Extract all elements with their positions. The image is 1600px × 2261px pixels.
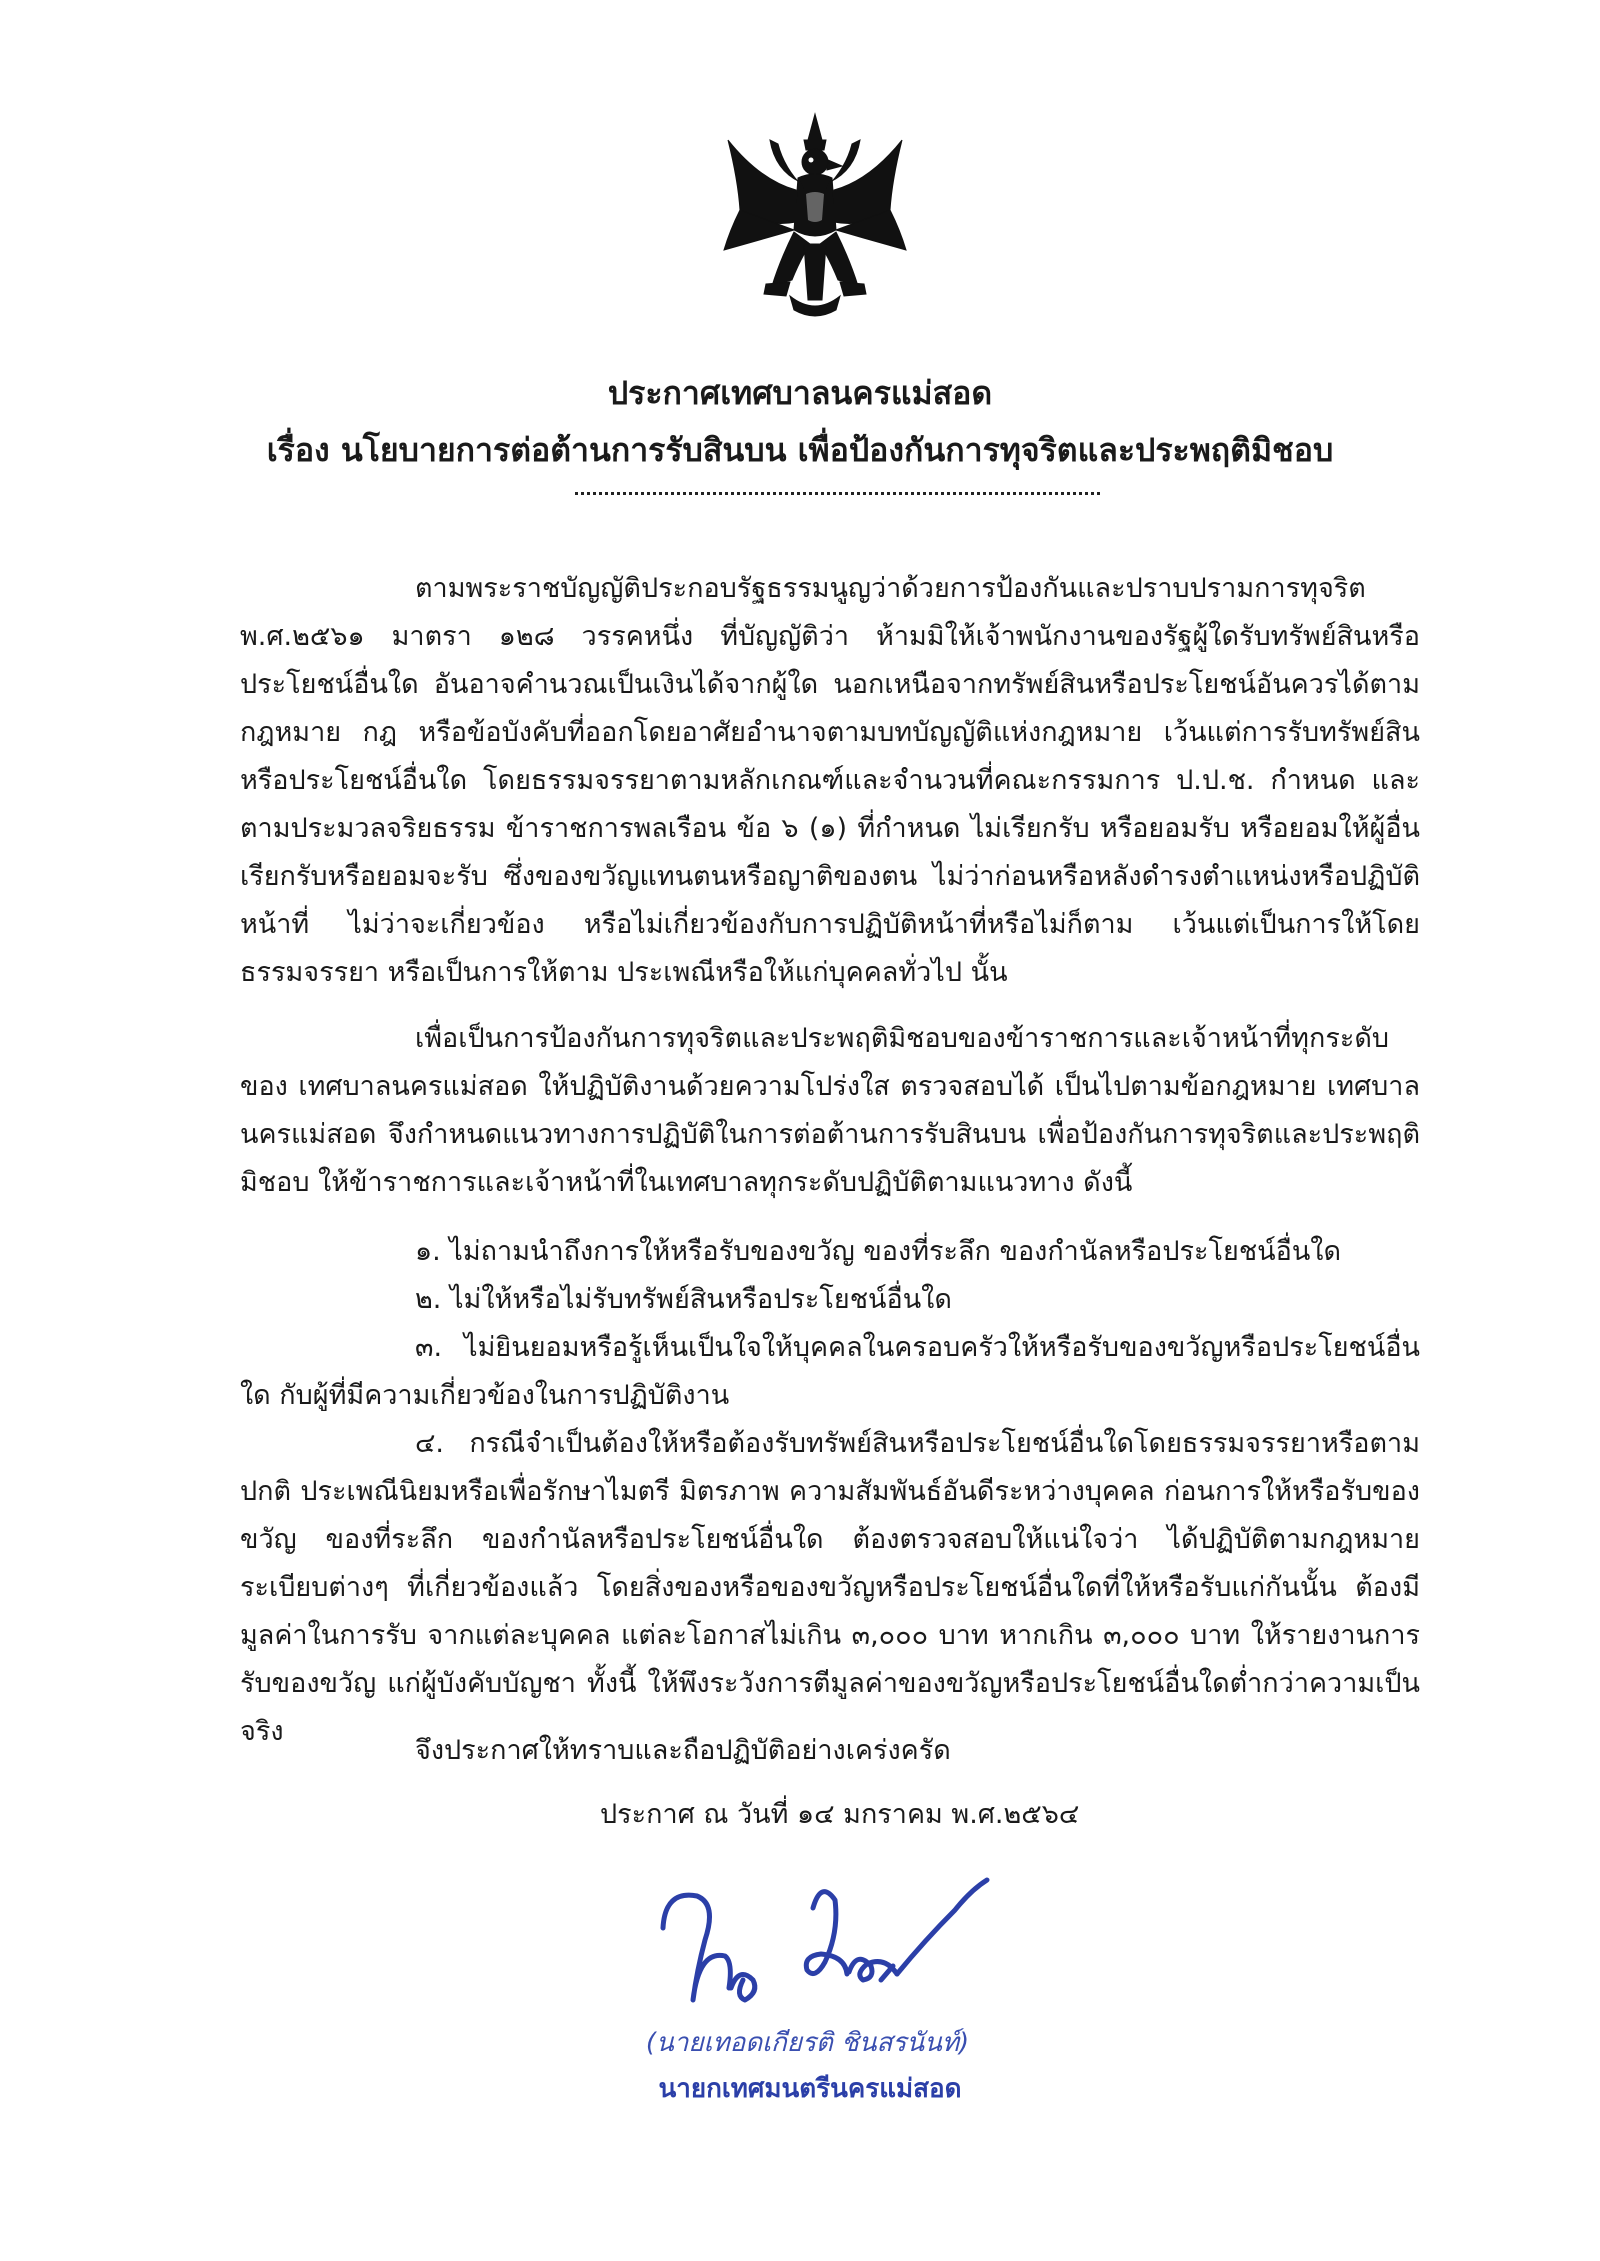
announcement-subject: เรื่อง นโยบายการต่อต้านการรับสินบน เพื่อป้องกันการทุจริตและประพฤติมิชอบ: [266, 431, 1334, 469]
body-paragraph-2: เพื่อเป็นการป้องกันการทุจริตและประพฤติมิชอบของข้าราชการและเจ้าหน้าที่ทุกระดับของ เทศบาลนครแม่สอด ให้ปฏิบัติงานด้วยความโปร่งใส ตรวจสอบได้ เป็นไปตามข้อกฎหมาย เทศบาลนครแม่สอด จึงกำหนดแนวทางการปฏิบัติในการต่อต้านการรับสินบน เพื่อป้องกันการทุจริตและประพฤติมิชอบ ให้ข้าราชการและเจ้าหน้าที่ในเทศบาลทุกระดับปฏิบัติตามแนวทาง ดังนี้: [240, 1023, 1420, 1198]
body-paragraph-1: ตามพระราชบัญญัติประกอบรัฐธรรมนูญว่าด้วยการป้องกันและปราบปรามการทุจริต พ.ศ.๒๕๖๑ มาตรา ๑๒๘ วรรคหนึ่ง ที่บัญญัติว่า ห้ามมิให้เจ้าพนักงานของรัฐผู้ใดรับทรัพย์สินหรือประโยชน์อื่นใด อันอาจคำนวณเป็นเงินได้จากผู้ใด นอกเหนือจากทรัพย์สินหรือประโยชน์อันควรได้ตามกฎหมาย กฎ หรือข้อบังคับที่ออกโดยอาศัยอำนาจตามบทบัญญัติแห่งกฎหมาย เว้นแต่การรับทรัพย์สินหรือประโยชน์อื่นใด โดยธรรมจรรยาตามหลักเกณฑ์และจำนวนที่คณะกรรมการ ป.ป.ช. กำหนด และตามประมวลจริยธรรม ข้าราชการพลเรือน ข้อ ๖ (๑) ที่กำหนด ไม่เรียกรับ หรือยอมรับ หรือยอมให้ผู้อื่นเรียกรับหรือยอมจะรับ ซึ่งของขวัญแทนตนหรือญาติของตน ไม่ว่าก่อนหรือหลังดำรงตำแหน่งหรือปฏิบัติหน้าที่ ไม่ว่าจะเกี่ยวข้อง หรือไม่เกี่ยวข้องกับการปฏิบัติหน้าที่หรือไม่ก็ตาม เว้นแต่เป็นการให้โดยธรรมจรรยา หรือเป็นการให้ตาม ประเพณีหรือให้แก่บุคคลทั่วไป นั้น: [240, 573, 1420, 988]
closing-statement: จึงประกาศให้ทราบและถือปฏิบัติอย่างเคร่งครัด: [415, 1735, 951, 1766]
announcement-title: ประกาศเทศบาลนครแม่สอด: [607, 374, 993, 412]
signatory-position: นายกเทศมนตรีนครแม่สอด: [658, 2074, 962, 2104]
garuda-emblem-icon: [720, 110, 910, 320]
policy-item-1: ๑. ไม่ถามนำถึงการให้หรือรับของขวัญ ของที่ระลึก ของกำนัลหรือประโยชน์อื่นใด: [415, 1236, 1342, 1267]
policy-item-4: ๔. กรณีจำเป็นต้องให้หรือต้องรับทรัพย์สินหรือประโยชน์อื่นใดโดยธรรมจรรยาหรือตามปกติ ประเพณีนิยมหรือเพื่อรักษาไมตรี มิตรภาพ ความสัมพันธ์อันดีระหว่างบุคคล ก่อนการให้หรือรับของขวัญ ของที่ระลึก ของกำนัลหรือประโยชน์อื่นใด ต้องตรวจสอบให้แน่ใจว่า ได้ปฏิบัติตามกฎหมาย ระเบียบต่างๆ ที่เกี่ยวข้องแล้ว โดยสิ่งของหรือของขวัญหรือประโยชน์อื่นใดที่ให้หรือรับแก่กันนั้น ต้องมีมูลค่าในการรับ จากแต่ละบุคคล แต่ละโอกาสไม่เกิน ๓,๐๐๐ บาท หากเกิน ๓,๐๐๐ บาท ให้รายงานการรับของขวัญ แก่ผู้บังคับบัญชา ทั้งนี้ ให้พึงระวังการตีมูลค่าของขวัญหรือประโยชน์อื่นใดต่ำกว่าความเป็นจริง: [240, 1428, 1420, 1747]
handwritten-signature: [635, 1870, 1015, 2030]
dotted-separator: [575, 492, 1100, 495]
policy-item-2: ๒. ไม่ให้หรือไม่รับทรัพย์สินหรือประโยชน์อื่นใด: [415, 1284, 952, 1315]
signatory-name: (นายเทอดเกียรติ ชินสรนันท์): [645, 2028, 970, 2058]
announcement-date: ประกาศ ณ วันที่ ๑๔ มกราคม พ.ศ.๒๕๖๔: [600, 1799, 1080, 1830]
policy-item-3: ๓. ไม่ยินยอมหรือรู้เห็นเป็นใจให้บุคคลในครอบครัวให้หรือรับของขวัญหรือประโยชน์อื่นใด กับผู้ที่มีความเกี่ยวข้องในการปฏิบัติงาน: [240, 1332, 1420, 1411]
